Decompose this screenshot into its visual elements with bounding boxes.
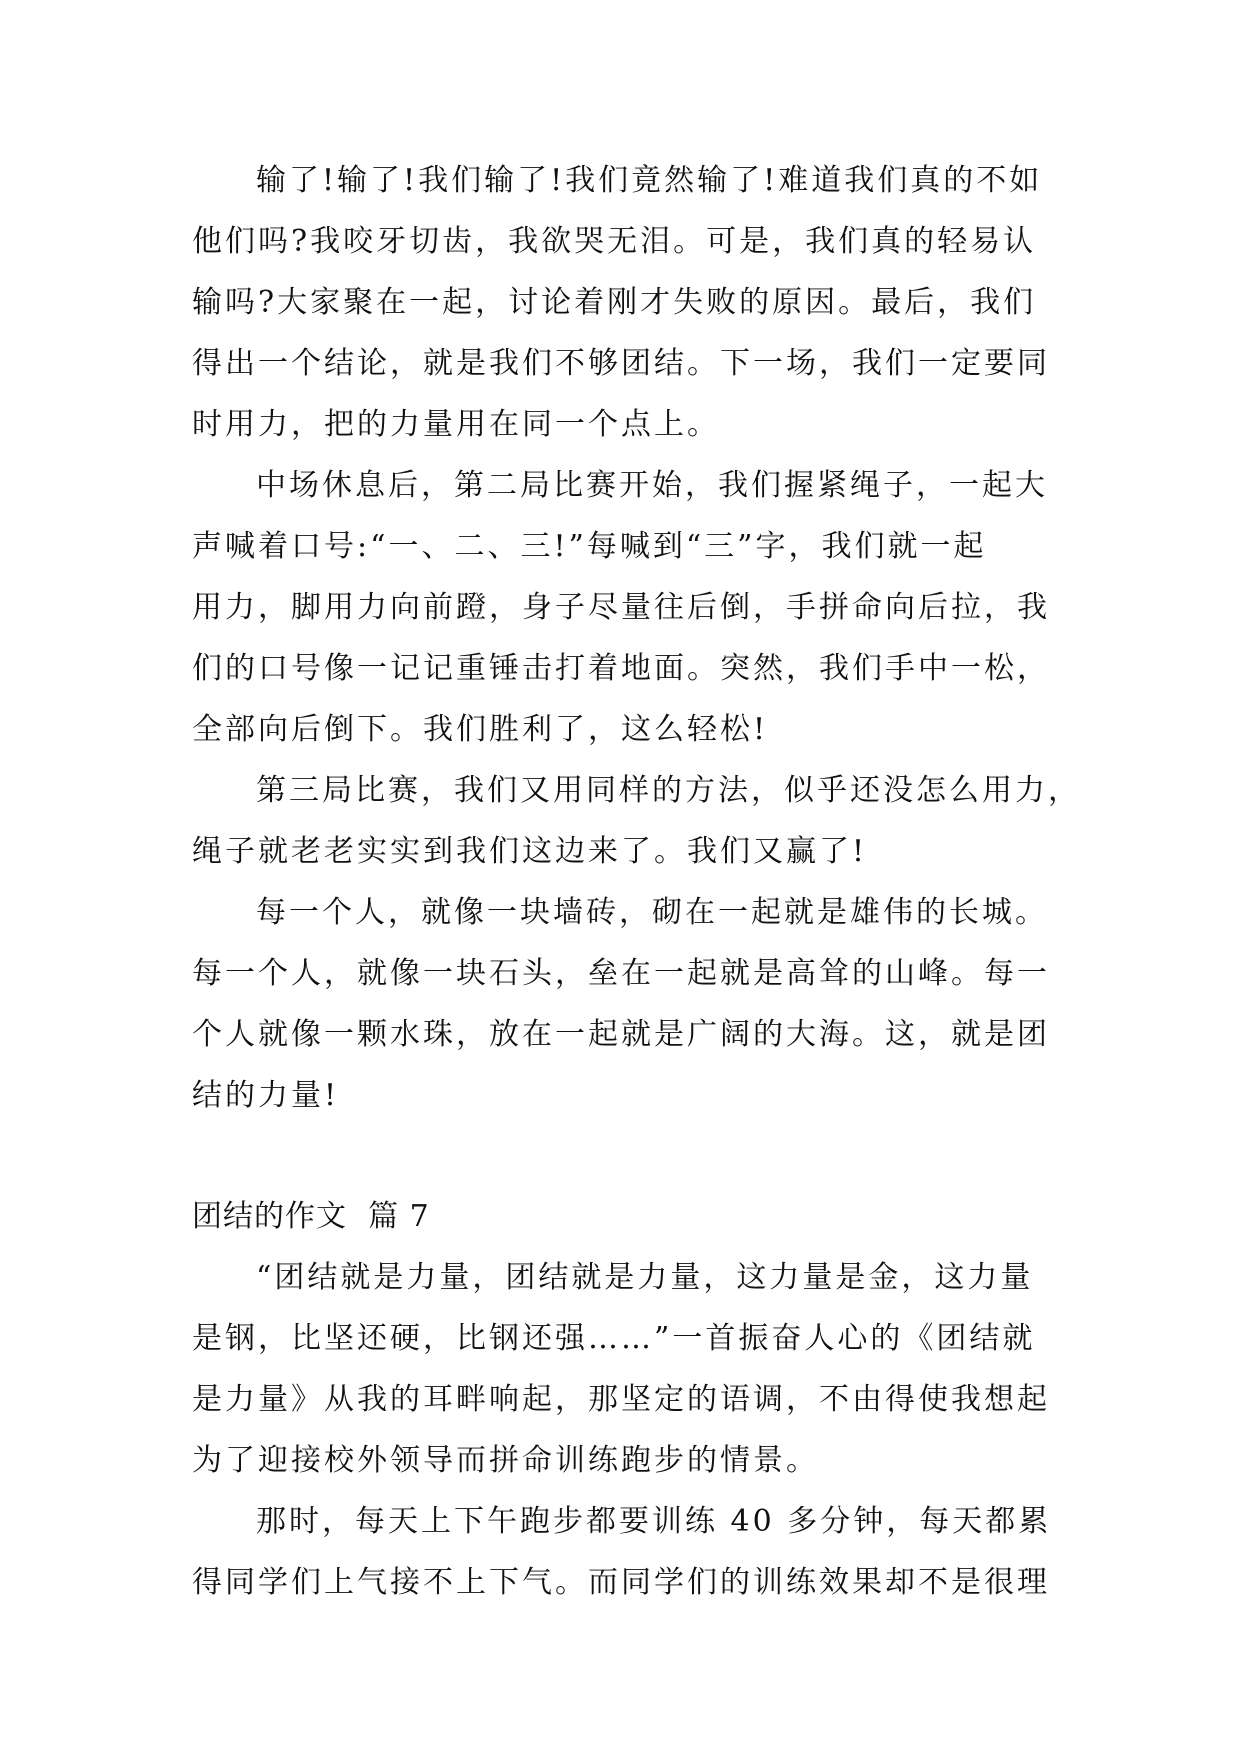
text-line: 他们吗?我咬牙切齿，我欲哭无泪。可是，我们真的轻易认 (192, 224, 1037, 259)
text-line: 每一个人，就像一块墙砖，砌在一起就是雄伟的长城。 (256, 895, 1048, 930)
text-line: 为了迎接校外领导而拼命训练跑步的情景。 (192, 1443, 819, 1478)
text-line: 声喊着口号:“一、二、三!”每喊到“三”字，我们就一起 (192, 529, 987, 564)
paragraph-1 (192, 150, 1072, 455)
text-line: 得出一个结论，就是我们不够团结。下一场，我们一定要同 (192, 346, 1050, 381)
paragraph-2 (192, 455, 1072, 760)
text-line: 绳子就老老实实到我们这边来了。我们又赢了! (192, 834, 868, 869)
section-gap (192, 1126, 1072, 1186)
text-line: 第三局比赛，我们又用同样的方法，似乎还没怎么用力， (256, 773, 1081, 808)
text-line: 用力，脚用力向前蹬，身子尽量往后倒，手拼命向后拉，我 (192, 590, 1050, 625)
text-line: “团结就是力量，团结就是力量，这力量是金，这力量 (256, 1260, 1034, 1295)
paragraph-6 (192, 1491, 1072, 1613)
section-title: 团结的作文 篇 7 (192, 1199, 430, 1234)
text-line: 个人就像一颗水珠，放在一起就是广阔的大海。这，就是团 (192, 1017, 1050, 1052)
text-line: 那时，每天上下午跑步都要训练 40 多分钟，每天都累 (256, 1504, 1052, 1539)
text-line: 结的力量! (192, 1078, 340, 1113)
paragraph-4 (192, 882, 1072, 1126)
text-line: 时用力，把的力量用在同一个点上。 (192, 407, 720, 442)
paragraph-5 (192, 1247, 1072, 1491)
text-line: 们的口号像一记记重锤击打着地面。突然，我们手中一松， (192, 651, 1050, 686)
document-page (192, 150, 1081, 1613)
text-line: 中场休息后，第二局比赛开始，我们握紧绳子，一起大 (256, 468, 1048, 503)
text-line: 是钢，比坚还硬，比钢还强……”一首振奋人心的《团结就 (192, 1321, 1036, 1356)
text-line: 输吗?大家聚在一起，讨论着刚才失败的原因。最后，我们 (192, 285, 1037, 320)
paragraph-3 (192, 760, 1081, 882)
text-line: 全部向后倒下。我们胜利了，这么轻松! (192, 712, 769, 747)
text-line: 是力量》从我的耳畔响起，那坚定的语调，不由得使我想起 (192, 1382, 1050, 1417)
text-line: 每一个人，就像一块石头，垒在一起就是高耸的山峰。每一 (192, 956, 1050, 991)
text-line: 得同学们上气接不上下气。而同学们的训练效果却不是很理 (192, 1565, 1050, 1600)
text-line: 输了!输了!我们输了!我们竟然输了!难道我们真的不如 (256, 163, 1043, 198)
